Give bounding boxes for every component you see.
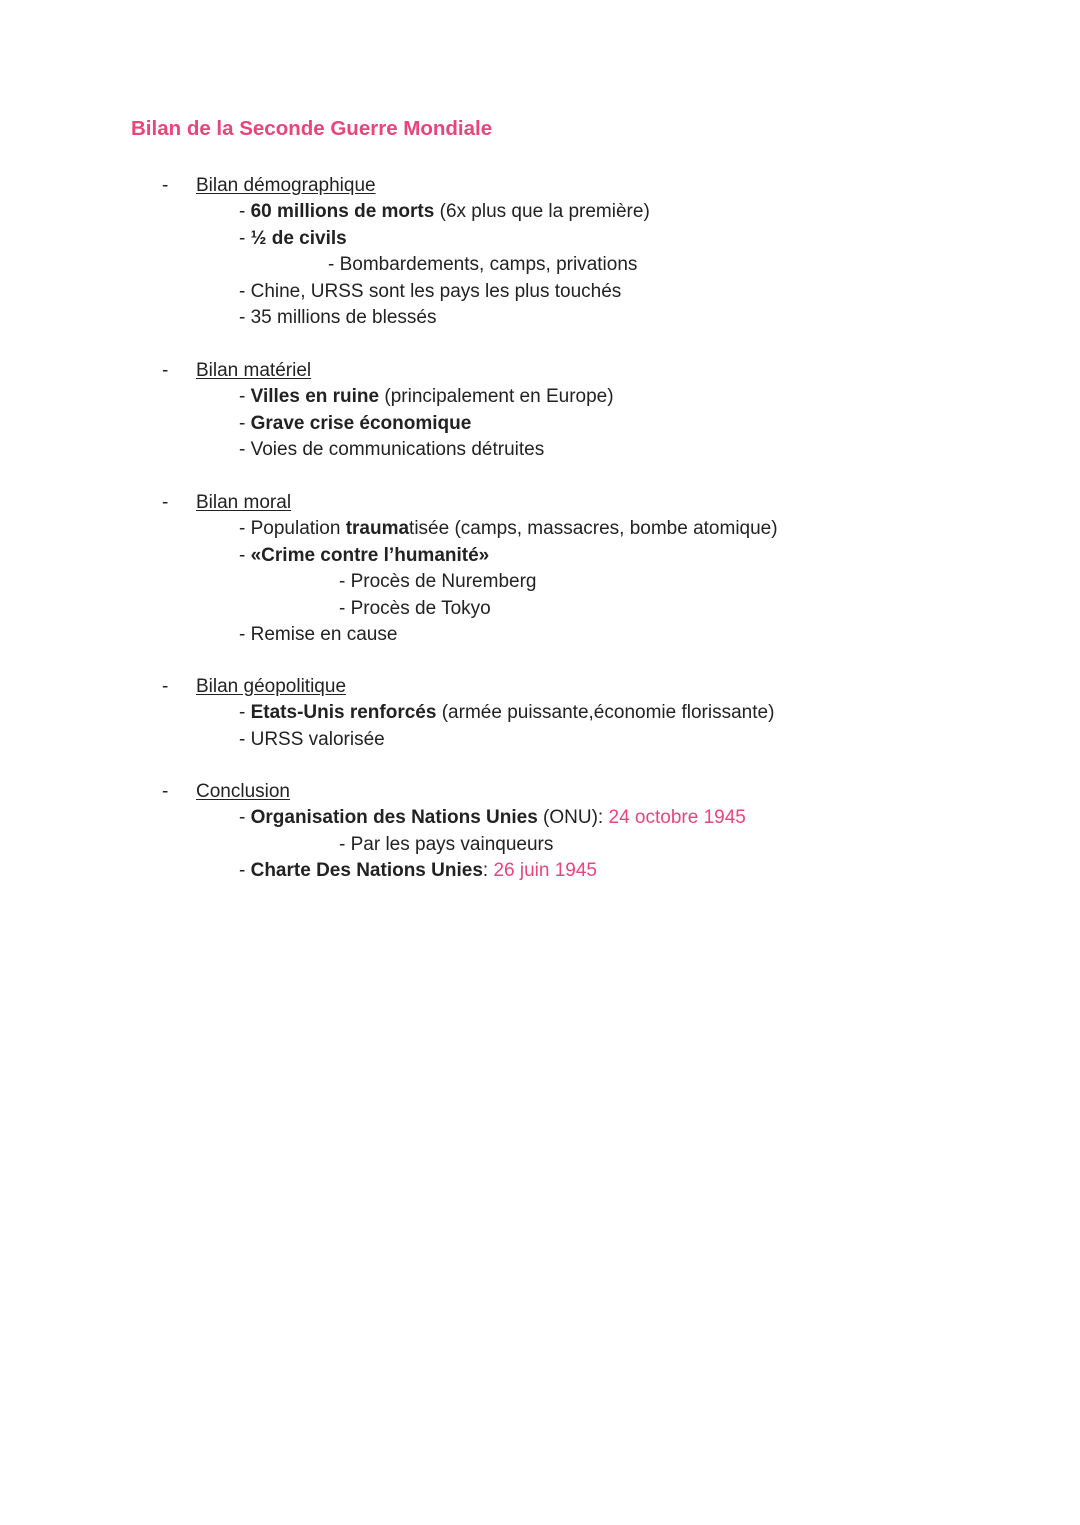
section-heading: Bilan moral bbox=[196, 492, 292, 513]
section-bullet: - bbox=[162, 492, 169, 513]
section-bullet: - bbox=[162, 175, 169, 196]
list-item: - Chine, URSS sont les pays les plus touchés bbox=[239, 281, 622, 302]
list-item: - Par les pays vainqueurs bbox=[339, 834, 554, 855]
list-item: - Voies de communications détruites bbox=[239, 439, 545, 460]
list-item: - Charte Des Nations Unies: 26 juin 1945 bbox=[239, 860, 598, 881]
list-item: - 60 millions de morts (6x plus que la première) bbox=[239, 201, 650, 222]
section-heading: Conclusion bbox=[196, 781, 290, 802]
date-text: 24 octobre 1945 bbox=[608, 807, 746, 828]
date-text: 26 juin 1945 bbox=[493, 860, 598, 881]
list-item: - Villes en ruine (principalement en Europe) bbox=[239, 386, 614, 407]
list-item: - Grave crise économique bbox=[239, 413, 472, 434]
section-heading: Bilan matériel bbox=[196, 360, 312, 381]
list-item: - 35 millions de blessés bbox=[239, 307, 437, 328]
section-heading: Bilan géopolitique bbox=[196, 676, 347, 697]
list-item: - Bombardements, camps, privations bbox=[328, 254, 638, 275]
list-item: - Procès de Nuremberg bbox=[339, 571, 537, 592]
list-item: - Population traumatisée (camps, massacres, bombe atomique) bbox=[239, 518, 778, 539]
list-item: - URSS valorisée bbox=[239, 729, 385, 750]
list-item: - Procès de Tokyo bbox=[339, 598, 491, 619]
list-item: - Organisation des Nations Unies (ONU): 24 octobre 1945 bbox=[239, 807, 746, 828]
list-item: - ½ de civils bbox=[239, 228, 347, 249]
list-item: - «Crime contre l’humanité» bbox=[239, 545, 490, 566]
page-title: Bilan de la Seconde Guerre Mondiale bbox=[131, 117, 493, 140]
list-item: - Etats-Unis renforcés (armée puissante,économie florissante) bbox=[239, 702, 775, 723]
section-bullet: - bbox=[162, 781, 169, 802]
section-bullet: - bbox=[162, 360, 169, 381]
section-heading: Bilan démographique bbox=[196, 175, 376, 196]
list-item: - Remise en cause bbox=[239, 624, 398, 645]
section-bullet: - bbox=[162, 676, 169, 697]
